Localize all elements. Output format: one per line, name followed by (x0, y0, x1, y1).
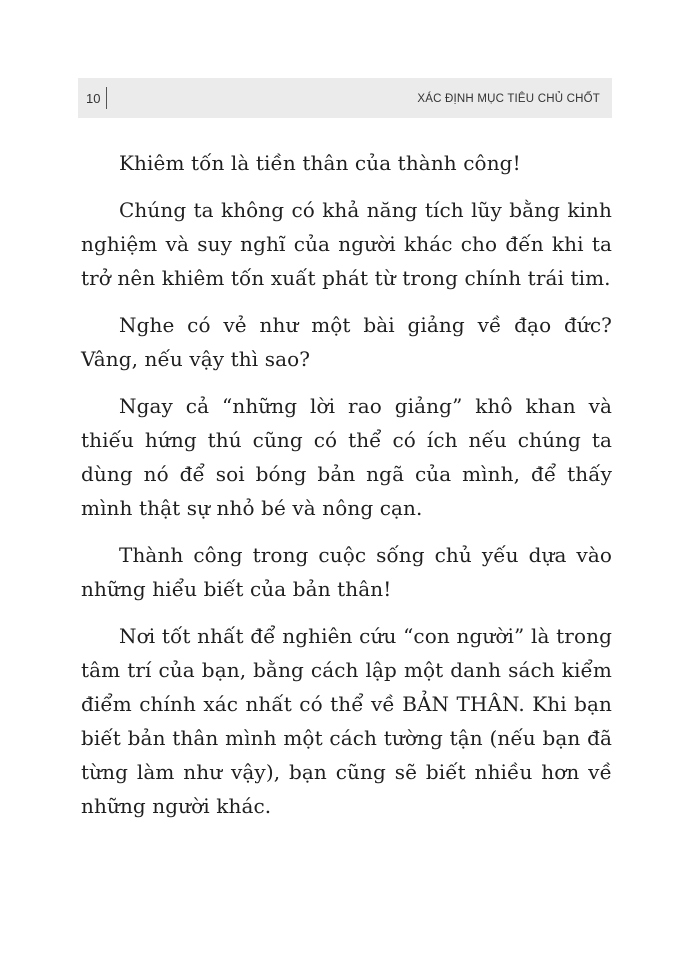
page-body (81, 146, 612, 823)
paragraph: Nghe có vẻ như một bài giảng về đạo đức? Vâng, nếu vậy thì sao? (81, 313, 612, 371)
paragraph: Thành công trong cuộc sống chủ yếu dựa vào những hiểu biết của bản thân! (81, 543, 612, 601)
paragraph: Khiêm tốn là tiền thân của thành công! (119, 151, 521, 175)
running-header (78, 78, 612, 118)
paragraph: Ngay cả “những lời rao giảng” khô khan và thiếu hứng thú cũng có thể có ích nếu chúng ta dùng nó để soi bóng bản ngã của mình, để thấy mình thật sự nhỏ bé và nông cạn. (81, 394, 612, 520)
paragraph: Chúng ta không có khả năng tích lũy bằng kinh nghiệm và suy nghĩ của người khác cho đến khi ta trở nên khiêm tốn xuất phát từ trong chính trái tim. (81, 198, 612, 290)
chapter-title: XÁC ĐỊNH MỤC TIÊU CHỦ CHỐT (417, 93, 600, 105)
paragraph: Nơi tốt nhất để nghiên cứu “con người” là trong tâm trí của bạn, bằng cách lập một danh sách kiểm điểm chính xác nhất có thể về BẢN THÂN. Khi bạn biết bản thân mình một cách tường tận (nếu bạn đã từng làm như vậy), bạn cũng sẽ biết nhiều hơn về những người khác. (81, 624, 612, 818)
header-divider (106, 87, 107, 109)
page-number: 10 (86, 91, 101, 106)
